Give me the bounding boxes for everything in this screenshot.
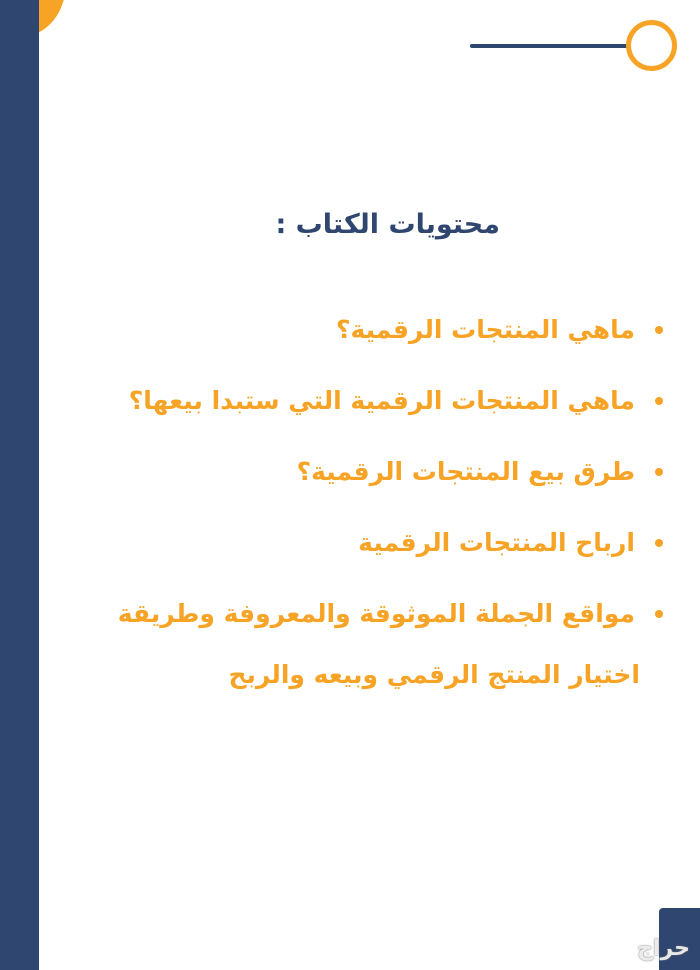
list-item-text: مواقع الجملة الموثوقة والمعروفة وطريقة <box>117 599 635 628</box>
decorative-left-bar <box>0 0 39 970</box>
bullet-icon <box>655 610 663 618</box>
list-item <box>95 381 670 421</box>
decorative-ring-icon <box>626 20 677 71</box>
contents-list <box>95 310 670 634</box>
list-item-text: ماهي المنتجات الرقمية؟ <box>335 315 635 344</box>
list-item-text: ماهي المنتجات الرقمية التي ستبدا بيعها؟ <box>128 386 635 415</box>
list-item-text: طرق بيع المنتجات الرقمية؟ <box>296 457 635 486</box>
list-item-continuation: اختيار المنتج الرقمي وبيعه والربح <box>228 660 640 689</box>
bullet-icon <box>655 397 663 405</box>
decorative-header-line <box>470 44 630 48</box>
watermark-logo: حراج <box>637 936 690 961</box>
list-item <box>95 452 670 492</box>
bullet-icon <box>655 539 663 547</box>
list-item <box>95 594 670 634</box>
bullet-icon <box>655 468 663 476</box>
list-item-text: ارباح المنتجات الرقمية <box>358 528 635 557</box>
list-item <box>95 310 670 350</box>
bullet-icon <box>655 326 663 334</box>
list-item <box>95 523 670 563</box>
page-title: محتويات الكتاب : <box>275 209 500 240</box>
